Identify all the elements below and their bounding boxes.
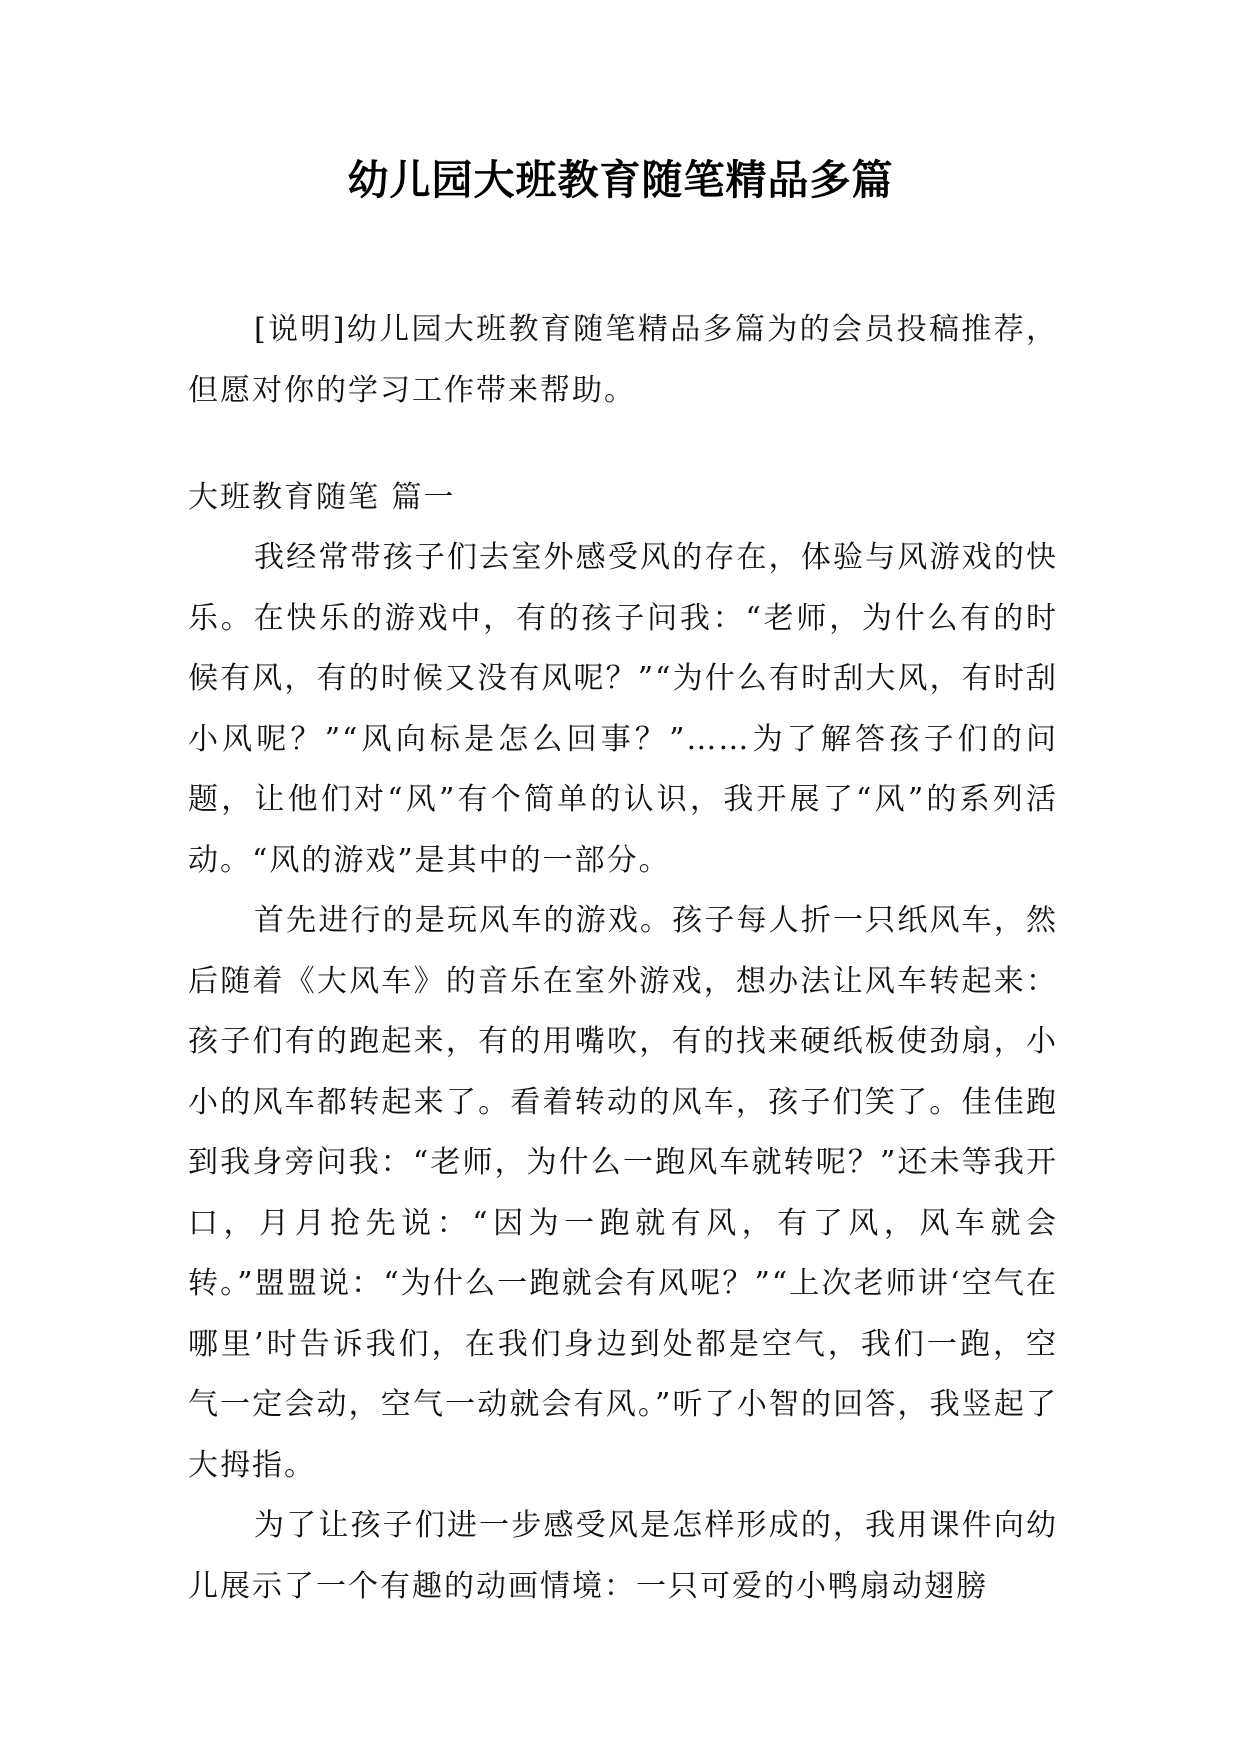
section-body <box>188 528 1058 1617</box>
paragraph: 为了让孩子们进一步感受风是怎样形成的，我用课件向幼儿展示了一个有趣的动画情境：一只可爱的小鸭扇动翅膀 <box>188 1508 1058 1604</box>
document-title: 幼儿园大班教育随笔精品多篇 <box>347 156 894 204</box>
paragraph: 首先进行的是玩风车的游戏。孩子每人折一只纸风车，然后随着《大风车》的音乐在室外游戏，想办法让风车转起来：孩子们有的跑起来，有的用嘴吹，有的找来硬纸板使劲扇，小小的风车都转起来了。看着转动的风车，孩子们笑了。佳佳跑到我身旁问我：“老师，为什么一跑风车就转呢？”还未等我开口，月月抢先说：“因为一跑就有风，有了风，风车就会转。”盟盟说：“为什么一跑就会有风呢？”“上次老师讲‘空气在哪里’时告诉我们，在我们身边到处都是空气，我们一跑，空气一定会动，空气一动就会有风。”听了小智的回答，我竖起了大拇指。 <box>188 903 1058 1483</box>
section-heading: 大班教育随笔 篇一 <box>188 480 456 515</box>
document-note: [说明]幼儿园大班教育随笔精品多篇为的会员投稿推荐，但愿对你的学习工作带来帮助。 <box>188 312 1058 408</box>
paragraph: 我经常带孩子们去室外感受风的存在，体验与风游戏的快乐。在快乐的游戏中，有的孩子问我：“老师，为什么有的时候有风，有的时候又没有风呢？”“为什么有时刮大风，有时刮小风呢？”“风向标是怎么回事？”……为了解答孩子们的问题，让他们对“风”有个简单的认识，我开展了“风”的系列活动。“风的游戏”是其中的一部分。 <box>188 540 1058 878</box>
